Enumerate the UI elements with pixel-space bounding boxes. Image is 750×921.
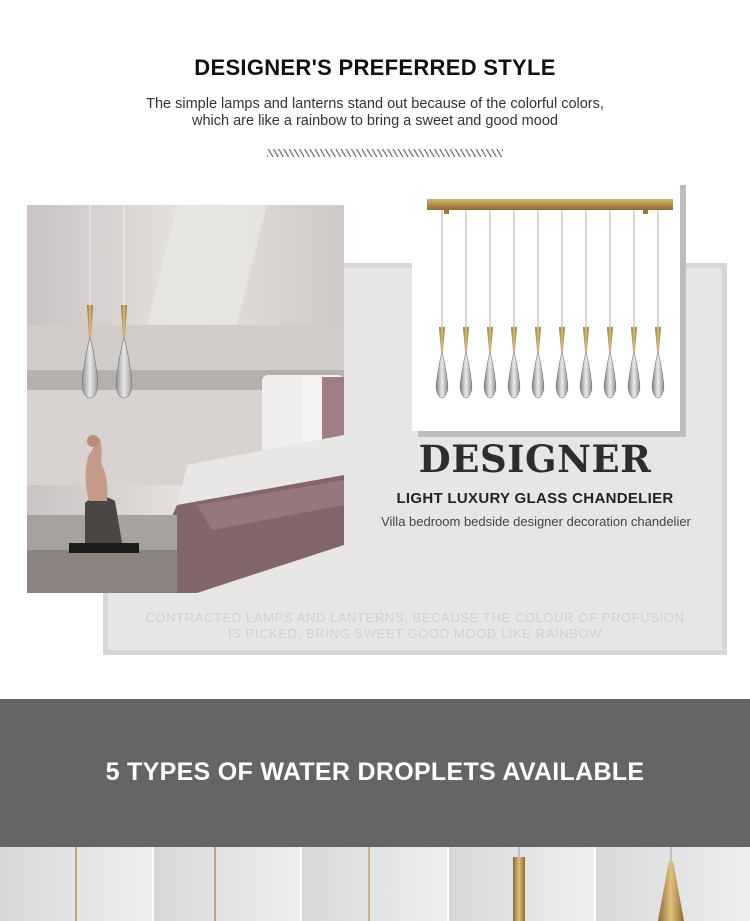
droplet-thumbnail-2 [154, 847, 300, 921]
droplet-thumbnail-5 [596, 847, 750, 921]
droplet-thumbnail-strip [0, 847, 750, 921]
hatch-divider [267, 149, 503, 157]
chandelier-product-photo [412, 179, 680, 431]
droplet-thumbnail-4 [449, 847, 594, 921]
droplet-thumbnail-1 [0, 847, 152, 921]
watermark-text: CONTRACTED LAMPS AND LANTERNS, BECAUSE THE COLOUR OF PROFUSION IS PICKED, BRING SWEET GOOD MOOD LIKE RAINBOW [145, 610, 685, 641]
banner-heading: 5 TYPES OF WATER DROPLETS AVAILABLE [105, 758, 645, 786]
droplet-thumbnail-3 [302, 847, 447, 921]
section-title: DESIGNER'S PREFERRED STYLE [194, 55, 556, 80]
product-name: LIGHT LUXURY GLASS CHANDELIER [396, 490, 674, 507]
designer-heading: DESIGNER [418, 437, 652, 481]
bedroom-photo [27, 205, 344, 593]
product-description: Villa bedroom bedside designer decoration chandelier [381, 514, 691, 529]
section-subtitle: The simple lamps and lanterns stand out because of the colorful colors, which are like a rainbow to bring a sweet and good mood [146, 96, 604, 129]
